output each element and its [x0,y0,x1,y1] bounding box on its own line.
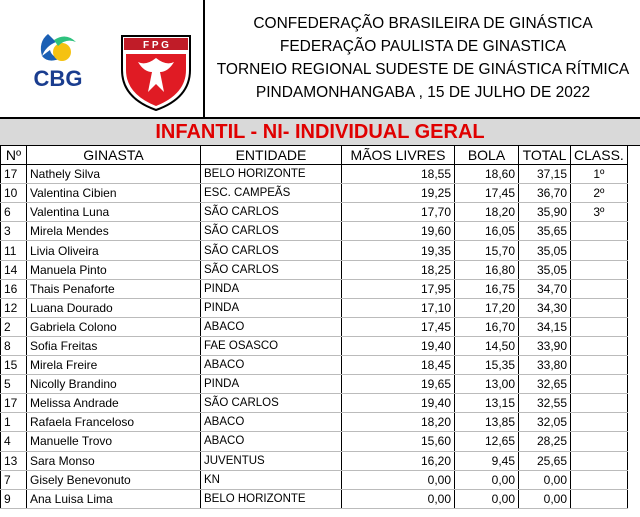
cell-gymnast: Ana Luisa Lima [27,489,201,508]
fpg-logo [116,22,196,112]
col-header-class: CLASS. [571,146,628,165]
category-banner: INFANTIL - NI- INDIVIDUAL GERAL [0,119,640,146]
cell-entity: BELO HORIZONTE [201,165,342,184]
table-row [1,317,628,336]
cell-ball: 16,70 [455,317,519,336]
cell-free-hands: 19,35 [342,241,455,260]
cell-ball: 18,60 [455,165,519,184]
cell-total: 35,05 [519,260,571,279]
cell-free-hands: 18,20 [342,413,455,432]
page-header [0,0,640,119]
cell-entity: BELO HORIZONTE [201,489,342,508]
cell-class: 1º [571,165,628,184]
cell-ball: 14,50 [455,336,519,355]
cell-free-hands: 16,20 [342,451,455,470]
cell-class [571,222,628,241]
cell-class: 2º [571,184,628,203]
cell-entity: ABACO [201,413,342,432]
cell-ball: 13,00 [455,375,519,394]
cell-gymnast: Melissa Andrade [27,394,201,413]
cell-total: 35,65 [519,222,571,241]
cell-free-hands: 0,00 [342,470,455,489]
cell-class [571,260,628,279]
cell-entity: ABACO [201,432,342,451]
cell-class [571,470,628,489]
cell-class [571,413,628,432]
cell-free-hands: 17,10 [342,298,455,317]
cell-total: 34,70 [519,279,571,298]
cell-gymnast: Rafaela Franceloso [27,413,201,432]
cell-total: 33,90 [519,336,571,355]
cell-free-hands: 19,40 [342,394,455,413]
cell-free-hands: 19,60 [342,222,455,241]
cell-gymnast: Luana Dourado [27,298,201,317]
cell-class [571,279,628,298]
cell-gymnast: Valentina Luna [27,203,201,222]
cell-free-hands: 17,45 [342,317,455,336]
cell-entity: SÃO CARLOS [201,260,342,279]
cell-total: 37,15 [519,165,571,184]
cell-gymnast: Mirela Mendes [27,222,201,241]
table-row [1,413,628,432]
cell-number: 14 [1,260,27,279]
cell-ball: 12,65 [455,432,519,451]
col-header-ball: BOLA [455,146,519,165]
cell-total: 0,00 [519,489,571,508]
cell-number: 4 [1,432,27,451]
cell-gymnast: Sara Monso [27,451,201,470]
cell-entity: SÃO CARLOS [201,203,342,222]
cell-ball: 9,45 [455,451,519,470]
cell-total: 32,55 [519,394,571,413]
cell-class [571,489,628,508]
table-row [1,489,628,508]
col-header-entity: ENTIDADE [201,146,342,165]
cell-total: 32,65 [519,375,571,394]
cell-class [571,356,628,375]
cell-class [571,336,628,355]
cell-gymnast: Livia Oliveira [27,241,201,260]
col-header-number: Nº [1,146,27,165]
cell-total: 32,05 [519,413,571,432]
cell-class [571,432,628,451]
cell-number: 7 [1,470,27,489]
cell-entity: PINDA [201,375,342,394]
cell-ball: 0,00 [455,489,519,508]
results-body [1,165,628,509]
cell-entity: FAE OSASCO [201,336,342,355]
cell-total: 28,25 [519,432,571,451]
cbg-logo [18,28,98,94]
title-line-4: PINDAMONHANGABA , 15 DE JULHO DE 2022 [255,84,591,101]
cell-class: 3º [571,203,628,222]
cell-class [571,451,628,470]
cell-number: 9 [1,489,27,508]
cell-free-hands: 0,00 [342,489,455,508]
header-divider [203,0,205,117]
cell-gymnast: Manuelle Trovo [27,432,201,451]
table-row [1,375,628,394]
title-line-3: TORNEIO REGIONAL SUDESTE DE GINÁSTICA RÍTMICA [216,61,630,78]
cell-number: 6 [1,203,27,222]
col-header-gymnast: GINASTA [27,146,201,165]
title-line-1: CONFEDERAÇÃO BRASILEIRA DE GINÁSTICA [253,15,593,32]
cell-number: 13 [1,451,27,470]
cell-gymnast: Nicolly Brandino [27,375,201,394]
cell-free-hands: 19,65 [342,375,455,394]
cell-total: 35,05 [519,241,571,260]
cell-ball: 17,45 [455,184,519,203]
cell-gymnast: Nathely Silva [27,165,201,184]
cell-class [571,241,628,260]
cell-free-hands: 19,25 [342,184,455,203]
cell-total: 33,80 [519,356,571,375]
cell-ball: 15,70 [455,241,519,260]
cell-total: 34,15 [519,317,571,336]
table-row [1,165,628,184]
cell-number: 12 [1,298,27,317]
cell-entity: ABACO [201,317,342,336]
cell-entity: KN [201,470,342,489]
cell-gymnast: Mirela Freire [27,356,201,375]
results-table [0,146,628,509]
table-row [1,356,628,375]
cell-gymnast: Gisely Benevonuto [27,470,201,489]
svg-text:CBG: CBG [33,66,83,91]
cell-free-hands: 19,40 [342,336,455,355]
cell-total: 25,65 [519,451,571,470]
cell-entity: SÃO CARLOS [201,222,342,241]
cell-free-hands: 18,25 [342,260,455,279]
cell-entity: PINDA [201,279,342,298]
cell-number: 2 [1,317,27,336]
cell-number: 1 [1,413,27,432]
svg-text:F P G: F P G [143,40,169,51]
cell-entity: SÃO CARLOS [201,241,342,260]
cell-number: 17 [1,165,27,184]
table-row [1,222,628,241]
cell-gymnast: Manuela Pinto [27,260,201,279]
cell-free-hands: 15,60 [342,432,455,451]
cell-total: 35,90 [519,203,571,222]
table-row [1,184,628,203]
cell-ball: 13,85 [455,413,519,432]
cell-class [571,317,628,336]
cell-number: 15 [1,356,27,375]
table-row [1,451,628,470]
cell-number: 5 [1,375,27,394]
table-row [1,432,628,451]
cell-gymnast: Thais Penaforte [27,279,201,298]
cell-ball: 16,05 [455,222,519,241]
cell-ball: 16,80 [455,260,519,279]
cell-ball: 13,15 [455,394,519,413]
cell-number: 10 [1,184,27,203]
table-row [1,336,628,355]
cell-entity: JUVENTUS [201,451,342,470]
cell-gymnast: Valentina Cibien [27,184,201,203]
table-header-row [1,146,628,165]
cell-free-hands: 18,55 [342,165,455,184]
cell-ball: 15,35 [455,356,519,375]
cell-entity: ESC. CAMPEÃS [201,184,342,203]
cell-class [571,375,628,394]
table-row [1,203,628,222]
cell-free-hands: 17,95 [342,279,455,298]
cell-total: 34,30 [519,298,571,317]
cell-ball: 18,20 [455,203,519,222]
cell-number: 11 [1,241,27,260]
cell-total: 0,00 [519,470,571,489]
cell-class [571,298,628,317]
header-titles [206,12,640,104]
cell-number: 17 [1,394,27,413]
cell-ball: 17,20 [455,298,519,317]
cell-total: 36,70 [519,184,571,203]
cell-entity: SÃO CARLOS [201,394,342,413]
cell-number: 16 [1,279,27,298]
table-row [1,279,628,298]
cell-number: 8 [1,336,27,355]
cell-ball: 16,75 [455,279,519,298]
table-row [1,260,628,279]
cell-gymnast: Gabriela Colono [27,317,201,336]
cell-free-hands: 17,70 [342,203,455,222]
cell-ball: 0,00 [455,470,519,489]
cell-number: 3 [1,222,27,241]
cell-class [571,394,628,413]
col-header-free-hands: MÃOS LIVRES [342,146,455,165]
table-row [1,298,628,317]
table-row [1,394,628,413]
cell-gymnast: Sofia Freitas [27,336,201,355]
title-line-2: FEDERAÇÃO PAULISTA DE GINASTICA [279,38,567,55]
cell-entity: PINDA [201,298,342,317]
cell-entity: ABACO [201,356,342,375]
col-header-total: TOTAL [519,146,571,165]
table-row [1,241,628,260]
cell-free-hands: 18,45 [342,356,455,375]
table-row [1,470,628,489]
